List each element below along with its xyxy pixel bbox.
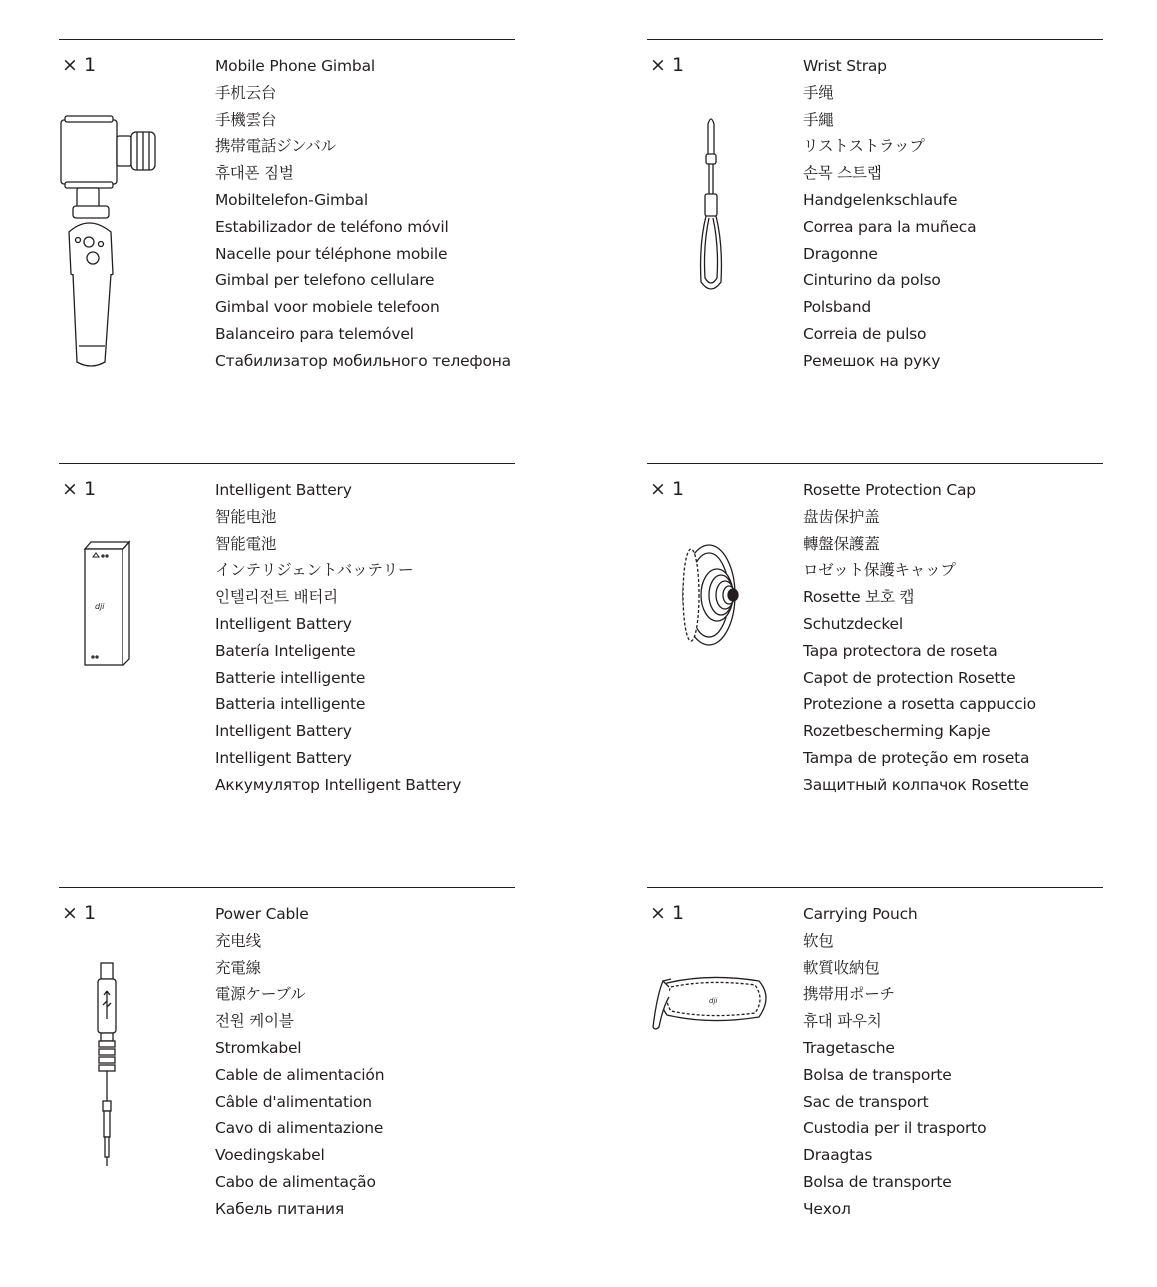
- svg-text:dji: dji: [709, 997, 718, 1005]
- item-name-ko: Rosette 보호 캡: [803, 588, 915, 607]
- item-name-de: Intelligent Battery: [215, 614, 352, 633]
- divider: [59, 463, 515, 464]
- divider: [647, 463, 1103, 464]
- item-name-es: Cable de alimentación: [215, 1065, 385, 1084]
- item-name-nl: Draagtas: [803, 1146, 873, 1165]
- item-name-es: Bolsa de transporte: [803, 1065, 952, 1084]
- power-cable-icon: [95, 961, 119, 1169]
- item-name-ja: ロゼット保護キャップ: [803, 561, 956, 580]
- item-name-list: [215, 901, 384, 1223]
- item-name-ru: Ремешок на руку: [803, 351, 941, 370]
- item-name-de: Schutzdeckel: [803, 614, 903, 633]
- item-name-de: Handgelenkschlaufe: [803, 190, 958, 209]
- item-name-nl: Gimbal voor mobiele telefoon: [215, 298, 440, 317]
- package-item-power-cable: [59, 887, 515, 1287]
- item-name-list: [215, 53, 511, 375]
- battery-icon: [81, 539, 133, 669]
- item-name-zh-hans: 智能电池: [215, 507, 277, 526]
- wrist-strap-icon: [697, 114, 725, 296]
- item-name-zh-hans: 软包: [803, 931, 834, 950]
- rosette-cap-icon: [677, 543, 747, 647]
- item-name-fr: Batterie intelligente: [215, 668, 366, 687]
- item-name-pt: Tampa de proteção em roseta: [803, 748, 1030, 767]
- item-name-ja: インテリジェントバッテリー: [215, 561, 414, 580]
- item-name-ru: Чехол: [803, 1199, 851, 1218]
- item-name-en: Carrying Pouch: [803, 905, 918, 923]
- item-name-en: Intelligent Battery: [215, 481, 352, 499]
- item-name-pt: Correia de pulso: [803, 324, 927, 343]
- package-item-rosette-cap: [647, 463, 1103, 863]
- item-name-ja: リストストラップ: [803, 137, 925, 156]
- item-name-de: Mobiltelefon-Gimbal: [215, 190, 368, 209]
- item-name-es: Estabilizador de teléfono móvil: [215, 217, 449, 236]
- gimbal-icon: [59, 114, 164, 369]
- divider: [59, 39, 515, 40]
- item-name-it: Cavo di alimentazione: [215, 1119, 384, 1138]
- divider: [647, 39, 1103, 40]
- item-name-es: Tapa protectora de roseta: [803, 641, 998, 660]
- item-name-fr: Capot de protection Rosette: [803, 668, 1016, 687]
- item-name-ru: Аккумулятор Intelligent Battery: [215, 775, 462, 794]
- package-item-carrying-pouch: [647, 887, 1103, 1287]
- item-name-en: Power Cable: [215, 905, 309, 923]
- item-name-pt: Cabo de alimentação: [215, 1172, 376, 1191]
- item-name-pt: Intelligent Battery: [215, 748, 352, 767]
- package-item-battery: [59, 463, 515, 863]
- quantity-label: × 1: [650, 902, 685, 924]
- item-name-it: Custodia per il trasporto: [803, 1119, 987, 1138]
- divider: [647, 887, 1103, 888]
- package-item-wrist-strap: [647, 39, 1103, 439]
- item-name-zh-hant: 手機雲台: [215, 110, 277, 129]
- item-name-list: [803, 901, 986, 1223]
- item-name-it: Cinturino da polso: [803, 271, 941, 290]
- item-name-de: Tragetasche: [803, 1038, 895, 1057]
- item-name-es: Batería Inteligente: [215, 641, 356, 660]
- item-name-ja: 電源ケーブル: [215, 985, 306, 1004]
- item-name-de: Stromkabel: [215, 1038, 302, 1057]
- item-name-zh-hans: 盘齿保护盖: [803, 507, 880, 526]
- item-name-zh-hant: 轉盤保護蓋: [803, 534, 880, 553]
- item-name-list: [803, 477, 1036, 799]
- quantity-label: × 1: [62, 478, 97, 500]
- item-name-ko: 휴대폰 짐벌: [215, 164, 294, 183]
- item-name-ja: 携帯電話ジンバル: [215, 137, 336, 156]
- quantity-label: × 1: [62, 54, 97, 76]
- item-name-ru: Стабилизатор мобильного телефона: [215, 351, 511, 370]
- item-name-zh-hant: 充電線: [215, 958, 261, 977]
- divider: [59, 887, 515, 888]
- item-name-en: Mobile Phone Gimbal: [215, 57, 375, 75]
- item-name-nl: Polsband: [803, 298, 872, 317]
- item-name-pt: Balanceiro para telemóvel: [215, 324, 414, 343]
- item-name-ko: 인텔리전트 배터리: [215, 588, 338, 607]
- item-name-en: Rosette Protection Cap: [803, 481, 976, 499]
- item-name-ja: 携帯用ポーチ: [803, 985, 895, 1004]
- quantity-label: × 1: [62, 902, 97, 924]
- item-name-zh-hant: 軟質收納包: [803, 958, 880, 977]
- item-name-zh-hans: 手绳: [803, 83, 834, 102]
- item-name-nl: Voedingskabel: [215, 1146, 325, 1165]
- item-name-zh-hant: 手繩: [803, 110, 834, 129]
- item-name-list: [803, 53, 976, 375]
- item-name-ko: 손목 스트랩: [803, 164, 882, 183]
- item-name-ru: Кабель питания: [215, 1199, 345, 1218]
- item-name-ru: Защитный колпачок Rosette: [803, 775, 1029, 794]
- svg-text:dji: dji: [95, 602, 105, 611]
- item-name-it: Gimbal per telefono cellulare: [215, 271, 435, 290]
- carrying-pouch-icon: [649, 975, 773, 1033]
- item-name-pt: Bolsa de transporte: [803, 1172, 952, 1191]
- item-name-nl: Intelligent Battery: [215, 722, 352, 741]
- item-name-fr: Sac de transport: [803, 1092, 929, 1111]
- item-name-fr: Dragonne: [803, 244, 878, 263]
- item-name-en: Wrist Strap: [803, 57, 887, 75]
- quantity-label: × 1: [650, 54, 685, 76]
- item-name-zh-hans: 手机云台: [215, 83, 277, 102]
- item-name-ko: 휴대 파우치: [803, 1012, 882, 1031]
- package-item-gimbal: [59, 39, 515, 439]
- item-name-zh-hant: 智能電池: [215, 534, 277, 553]
- quantity-label: × 1: [650, 478, 685, 500]
- item-name-fr: Câble d'alimentation: [215, 1092, 372, 1111]
- item-name-list: [215, 477, 461, 799]
- item-name-fr: Nacelle pour téléphone mobile: [215, 244, 448, 263]
- item-name-nl: Rozetbescherming Kapje: [803, 722, 991, 741]
- item-name-zh-hans: 充电线: [215, 931, 261, 950]
- item-name-it: Batteria intelligente: [215, 695, 366, 714]
- item-name-es: Correa para la muñeca: [803, 217, 977, 236]
- item-name-it: Protezione a rosetta cappuccio: [803, 695, 1036, 714]
- item-name-ko: 전원 케이블: [215, 1012, 294, 1031]
